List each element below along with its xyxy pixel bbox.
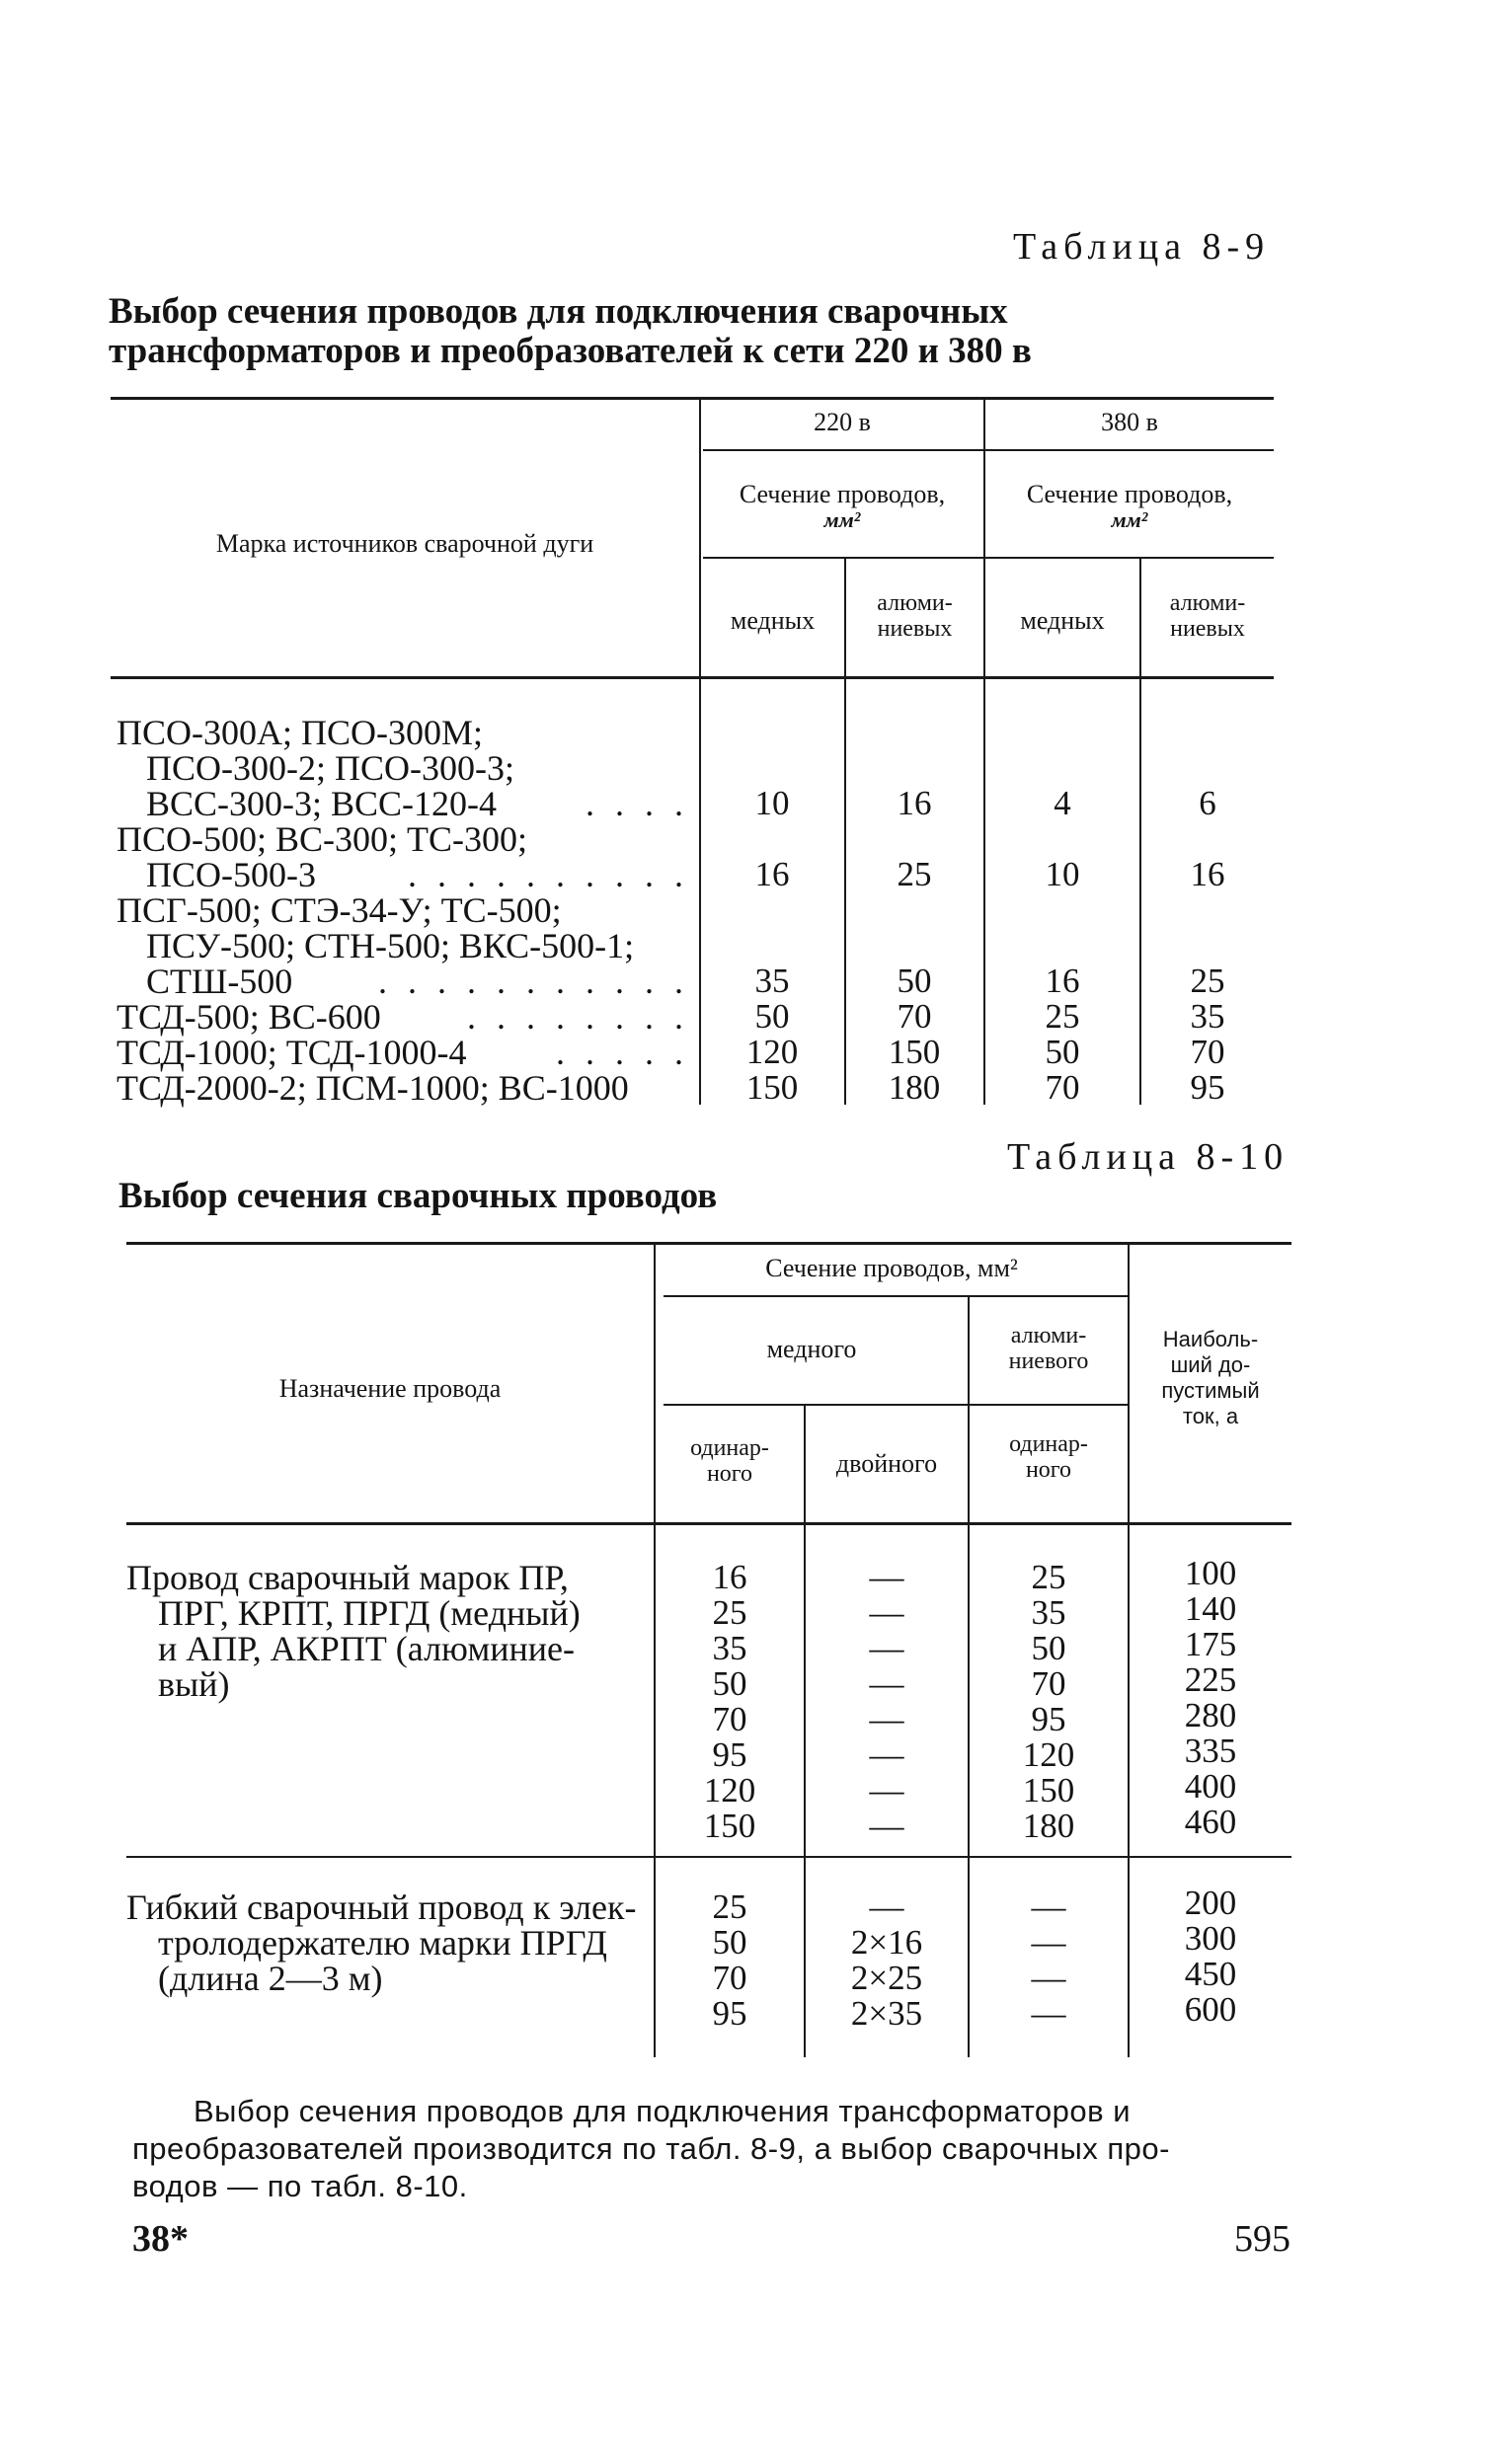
table-8-9-header-aluminium-380 (1141, 590, 1274, 642)
table-8-10-group-rule (126, 1856, 1291, 1858)
cell: — (869, 1593, 904, 1632)
cell: — (869, 1664, 904, 1703)
cell: 150 (1022, 1771, 1075, 1810)
max-current-line1: Наиболь- (1162, 1327, 1259, 1351)
row-text: СТШ-500 (146, 962, 293, 1001)
cell: 70 (712, 1959, 747, 1997)
footer-paragraph-line1: Выбор сечения проводов для подключения трансформаторов и (194, 2094, 1132, 2128)
aluminium-line2: ниевых (877, 616, 953, 642)
table-8-9-header-source: Марка источников сварочной дуги (215, 529, 594, 558)
aluminium-line1: алюми- (1010, 1323, 1087, 1348)
single-line2: ного (706, 1461, 753, 1487)
cell: 180 (1022, 1807, 1075, 1845)
table-8-10-label: Таблица 8-10 (1007, 1136, 1290, 1178)
cell: 120 (703, 1771, 756, 1810)
t1-r3-cu220: 35 (754, 962, 790, 1000)
cell: 600 (1184, 1990, 1237, 2029)
cell: 70 (1031, 1664, 1066, 1703)
t1-r2-cu220: 16 (754, 855, 790, 893)
leader-dots: . . . . . . . . . . (408, 855, 689, 894)
table-8-9-row3-line2: ПСУ-500; СТН-500; ВКС-500-1; (146, 926, 635, 965)
table-8-9-header-section-380 (985, 480, 1274, 531)
max-current-line4: ток, а (1182, 1404, 1239, 1428)
table-8-9-row2-line2 (146, 857, 689, 892)
cell: 16 (712, 1558, 747, 1596)
cell: 120 (1022, 1735, 1075, 1774)
table-8-10-header-rule (126, 1522, 1291, 1525)
row-text: ПСО-500-3 (146, 855, 316, 894)
cell: 2×25 (850, 1959, 923, 1997)
max-current-line2: ший до- (1170, 1352, 1251, 1377)
cell: 150 (703, 1807, 756, 1845)
cell: 95 (712, 1735, 747, 1774)
table-8-10-g2-aluminium-single (970, 1889, 1128, 2032)
leader-dots: . . . . . . . . (467, 997, 689, 1037)
cell: 95 (712, 1994, 747, 2033)
section-label: Сечение проводов, (739, 480, 946, 508)
cell: 70 (712, 1700, 747, 1738)
footer-paragraph-line3: водов — по табл. 8-10. (132, 2169, 468, 2203)
t1-r2-cu380: 10 (1045, 855, 1080, 893)
table-8-9-row6-line1: ТСД-2000-2; ПСМ-1000; ВС-1000 (117, 1068, 629, 1108)
cell: — (1031, 1994, 1066, 2033)
table-8-9-label: Таблица 8-9 (1013, 226, 1271, 268)
cell: — (1031, 1959, 1066, 1997)
table-8-9-row1-line1: ПСО-300А; ПСО-300М; (117, 713, 484, 752)
table-8-10-g2-max-current (1130, 1886, 1291, 2028)
table-8-10-g2-line2: тролодержателю марки ПРГД (158, 1923, 607, 1963)
section-unit: мм² (823, 507, 861, 532)
cell: 50 (712, 1664, 747, 1703)
table-8-10-header-max-current (1130, 1327, 1291, 1429)
aluminium-line2: ниевых (1170, 616, 1245, 642)
table-8-10-header-copper-single (656, 1435, 804, 1487)
t1-r2-al220: 25 (897, 855, 932, 893)
section-unit: мм² (1111, 507, 1148, 532)
cell: 335 (1184, 1732, 1237, 1770)
t1-r3-cu380: 16 (1045, 962, 1080, 1000)
table-8-9-row4-line1 (117, 999, 689, 1035)
row-text: ТСД-500; ВС-600 (117, 997, 381, 1037)
table-8-9-header-copper-380: медных (1020, 606, 1105, 635)
table-8-9-section-rule (703, 557, 1274, 559)
table-8-10-g2-copper-single (656, 1889, 804, 2032)
cell: 175 (1184, 1625, 1237, 1663)
table-8-10-g2-line3: (длина 2—3 м) (158, 1959, 383, 1998)
single-line2: ного (1025, 1457, 1072, 1483)
cell: — (869, 1629, 904, 1667)
table-8-10-header-copper: медного (766, 1335, 857, 1363)
table-8-9-top-rule (111, 397, 1274, 400)
table-8-10-g1-line3: и АПР, АКРПТ (алюминие- (158, 1629, 576, 1668)
table-8-10-header-aluminium (970, 1323, 1128, 1374)
t1-r4-cu220: 50 (754, 997, 790, 1036)
table-8-10-header-purpose: Назначение провода (278, 1374, 502, 1403)
table-8-9-title-line1: Выбор сечения проводов для подключения сварочных (109, 291, 1008, 332)
footer-paragraph-line2: преобразователей производится по табл. 8-9, а выбор сварочных про- (132, 2131, 1170, 2166)
t1-r4-al380: 35 (1190, 997, 1225, 1036)
table-8-10-g1-copper-double (806, 1560, 968, 1844)
page-number: 595 (1234, 2218, 1290, 2260)
t1-r5-cu380: 50 (1045, 1033, 1080, 1071)
cell: 25 (1031, 1558, 1066, 1596)
section-label: Сечение проводов, (1026, 480, 1233, 508)
table-8-9-title-line2: трансформаторов и преобразователей к сети 220 и 380 в (109, 331, 1032, 371)
table-8-10-top-rule (126, 1242, 1291, 1245)
cell: 140 (1184, 1589, 1237, 1628)
table-8-9-row2-line1 (117, 821, 689, 857)
t1-r1-cu220: 10 (754, 784, 790, 822)
row-text: ВСС-300-3; ВСС-120-4 (146, 784, 498, 823)
cell: 225 (1184, 1660, 1237, 1699)
signature-mark: 38* (132, 2218, 189, 2260)
table-8-9-voltage-rule (703, 449, 1274, 451)
t1-r6-cu220: 150 (745, 1068, 799, 1107)
cell: — (869, 1700, 904, 1738)
table-8-10-g1-aluminium-single (970, 1560, 1128, 1844)
cell: — (869, 1887, 904, 1926)
table-8-10-copper-rule (664, 1404, 1128, 1406)
table-8-10-header-section: Сечение проводов, мм² (765, 1254, 1018, 1282)
cell: — (869, 1558, 904, 1596)
leader-dots: . . . . (586, 784, 689, 823)
table-8-10-header-copper-double: двойного (835, 1449, 938, 1478)
row-text: ПСО-500; ВС-300; ТС-300; (117, 819, 528, 859)
table-8-10-g1-max-current (1130, 1556, 1291, 1840)
cell: 450 (1184, 1955, 1237, 1993)
t1-r6-cu380: 70 (1045, 1068, 1080, 1107)
single-line1: одинар- (690, 1435, 769, 1461)
cell: 460 (1184, 1803, 1237, 1841)
table-8-9-header-copper-220: медных (730, 606, 816, 635)
table-8-9-row1-line3 (146, 786, 689, 821)
table-8-10-g1-line2: ПРГ, КРПТ, ПРГД (медный) (158, 1593, 581, 1633)
cell: 35 (712, 1629, 747, 1667)
table-8-10-g2-line1: Гибкий сварочный провод к элек- (126, 1887, 637, 1927)
row-text: ТСД-1000; ТСД-1000-4 (117, 1033, 467, 1072)
table-8-9-row3-line1: ПСГ-500; СТЭ-34-У; ТС-500; (117, 890, 562, 930)
single-line1: одинар- (1009, 1431, 1088, 1457)
cell: — (1031, 1887, 1066, 1926)
t1-r3-al380: 25 (1190, 962, 1225, 1000)
t1-r4-cu380: 25 (1045, 997, 1080, 1036)
table-8-10-g1-line4: вый) (158, 1664, 230, 1704)
table-8-10-section-rule (664, 1295, 1128, 1297)
cell: — (1031, 1923, 1066, 1962)
table-8-9-row1-line2: ПСО-300-2; ПСО-300-3; (146, 748, 514, 788)
t1-r6-al380: 95 (1190, 1068, 1225, 1107)
t1-r5-cu220: 120 (745, 1033, 799, 1071)
table-8-10-g1-line1: Провод сварочный марок ПР, (126, 1558, 569, 1597)
table-8-10-title: Выбор сечения сварочных проводов (118, 1176, 718, 1216)
cell: 200 (1184, 1884, 1237, 1922)
table-8-10-g1-copper-single (656, 1560, 804, 1844)
t1-r5-al220: 150 (888, 1033, 941, 1071)
leader-dots: . . . . . (556, 1033, 689, 1072)
aluminium-line1: алюми- (877, 590, 953, 616)
table-8-9-header-aluminium-220 (846, 590, 983, 642)
table-8-10-g2-copper-double (806, 1889, 968, 2032)
table-8-9-header-section-220 (701, 480, 983, 531)
cell: 280 (1184, 1696, 1237, 1734)
t1-r1-al380: 6 (1199, 784, 1216, 822)
cell: 100 (1184, 1554, 1237, 1592)
cell: — (869, 1807, 904, 1845)
t1-r5-al380: 70 (1190, 1033, 1225, 1071)
cell: — (869, 1735, 904, 1774)
t1-r1-cu380: 4 (1054, 784, 1071, 822)
cell: 35 (1031, 1593, 1066, 1632)
cell: 25 (712, 1887, 747, 1926)
aluminium-line1: алюми- (1169, 590, 1246, 616)
table-8-9-row5-line1 (117, 1035, 689, 1070)
leader-dots: . . . . . . . . . . . (378, 962, 689, 1001)
t1-r2-al380: 16 (1190, 855, 1225, 893)
cell: — (869, 1771, 904, 1810)
cell: 400 (1184, 1767, 1237, 1806)
cell: 25 (712, 1593, 747, 1632)
t1-r4-al220: 70 (897, 997, 932, 1036)
cell: 50 (1031, 1629, 1066, 1667)
table-8-9-row3-line3 (146, 963, 689, 999)
cell: 300 (1184, 1919, 1237, 1958)
table-8-9-header-380: 380 в (1101, 408, 1158, 436)
max-current-line3: пустимый (1161, 1378, 1260, 1403)
cell: 2×16 (850, 1923, 923, 1962)
table-8-10-header-aluminium-single (970, 1431, 1128, 1483)
table-8-9-header-220: 220 в (814, 408, 871, 436)
t1-r1-al220: 16 (897, 784, 932, 822)
cell: 2×35 (850, 1994, 923, 2033)
t1-r6-al220: 180 (888, 1068, 941, 1107)
cell: 50 (712, 1923, 747, 1962)
cell: 95 (1031, 1700, 1066, 1738)
aluminium-line2: ниевого (1008, 1348, 1089, 1374)
table-8-9-header-rule (111, 676, 1274, 679)
t1-r3-al220: 50 (897, 962, 932, 1000)
